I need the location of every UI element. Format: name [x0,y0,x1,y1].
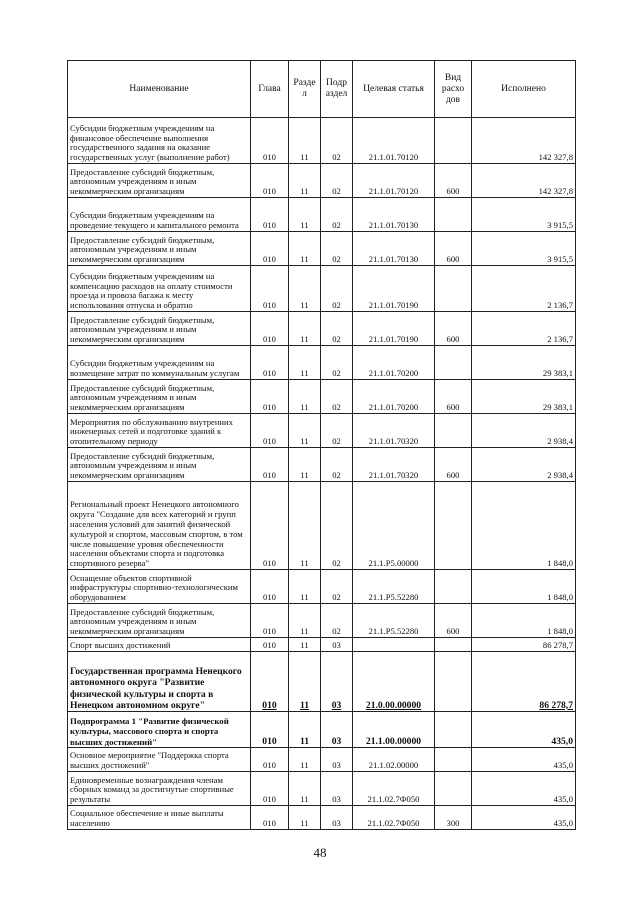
cell-section: 11 [289,482,321,570]
cell-chapter: 010 [251,164,289,198]
cell-subsection: 03 [321,772,353,806]
cell-name: Мероприятия по обслуживанию внутренних инженерных сетей и подготовке зданий к отопительному периоду [68,414,251,448]
cell-exp-type [435,748,472,772]
cell-executed: 29 383,1 [472,380,576,414]
cell-exp-type [435,414,472,448]
cell-subsection: 03 [321,638,353,652]
table-row [68,164,576,198]
cell-name: Предоставление субсидий бюджетным, автономным учреждениям и иным некоммерческим организациям [68,604,251,638]
cell-executed: 142 327,8 [472,118,576,164]
cell-name: Подпрограмма 1 "Развитие физической культуры, массового спорта и спорта высших достижений" [68,712,251,748]
table-row [68,312,576,346]
cell-chapter: 010 [251,118,289,164]
cell-exp-type [435,482,472,570]
cell-executed: 86 278,7 [472,638,576,652]
table-row [68,638,576,652]
cell-section: 11 [289,266,321,312]
page-number: 48 [313,845,327,860]
cell-name: Субсидии бюджетным учреждениям на проведение текущего и капитального ремонта [68,198,251,232]
cell-chapter: 010 [251,414,289,448]
cell-section: 11 [289,198,321,232]
cell-target: 21.1.P5.52280 [353,604,435,638]
table-row [68,346,576,380]
cell-section: 11 [289,712,321,748]
table-row [68,448,576,482]
cell-chapter: 010 [251,570,289,604]
cell-exp-type: 600 [435,380,472,414]
table-row [68,198,576,232]
cell-subsection: 02 [321,312,353,346]
cell-exp-type [435,638,472,652]
cell-exp-type: 600 [435,604,472,638]
cell-chapter: 010 [251,346,289,380]
cell-section: 11 [289,604,321,638]
cell-subsection: 02 [321,604,353,638]
cell-executed: 2 938,4 [472,414,576,448]
cell-target: 21.1.01.70120 [353,118,435,164]
cell-chapter: 010 [251,652,289,712]
cell-executed: 435,0 [472,806,576,830]
table-row [68,118,576,164]
cell-name: Единовременные вознаграждения членам сборных команд за достигнутые спортивные результаты [68,772,251,806]
cell-target: 21.1.02.00000 [353,748,435,772]
cell-exp-type: 300 [435,806,472,830]
cell-chapter: 010 [251,638,289,652]
table-row-program [68,652,576,712]
cell-subsection: 02 [321,380,353,414]
cell-name: Государственная программа Ненецкого автономного округа "Развитие физической культуры и спорта в Ненецком автономном округе" [68,652,251,712]
cell-subsection: 03 [321,712,353,748]
cell-target: 21.1.01.70130 [353,232,435,266]
cell-target: 21.1.01.70190 [353,312,435,346]
cell-executed: 2 938,4 [472,448,576,482]
cell-target: 21.1.02.7Ф050 [353,772,435,806]
table-row [68,570,576,604]
cell-chapter: 010 [251,448,289,482]
cell-section: 11 [289,638,321,652]
table-row [68,748,576,772]
cell-subsection: 02 [321,448,353,482]
cell-chapter: 010 [251,232,289,266]
cell-target: 21.1.01.70120 [353,164,435,198]
table-row [68,232,576,266]
cell-section: 11 [289,806,321,830]
table-row [68,266,576,312]
cell-executed: 1 848,0 [472,604,576,638]
cell-chapter: 010 [251,312,289,346]
cell-section: 11 [289,380,321,414]
cell-executed: 2 136,7 [472,266,576,312]
cell-target: 21.1.00.00000 [353,712,435,748]
cell-chapter: 010 [251,380,289,414]
cell-exp-type [435,712,472,748]
cell-executed: 142 327,8 [472,164,576,198]
header-name: Наименование [68,61,251,118]
cell-subsection: 02 [321,482,353,570]
budget-table [67,60,576,830]
cell-name: Оснащение объектов спортивной инфраструктуры спортивно-технологическим оборудованием [68,570,251,604]
cell-exp-type [435,652,472,712]
cell-section: 11 [289,232,321,266]
table-row [68,414,576,448]
cell-subsection: 02 [321,198,353,232]
cell-exp-type [435,570,472,604]
table-body [68,118,576,830]
cell-chapter: 010 [251,604,289,638]
cell-exp-type [435,118,472,164]
header-chapter: Глава [251,61,289,118]
cell-exp-type: 600 [435,232,472,266]
cell-subsection: 02 [321,346,353,380]
cell-chapter: 010 [251,198,289,232]
cell-name: Региональный проект Ненецкого автономного округа "Создание для всех категорий и групп населения условий для занятий физической культурой и спортом, массовым спортом, в том числе повышение уровня обеспеченности населения объектами спорта и подготовка спортивного резерва" [68,482,251,570]
cell-subsection: 02 [321,266,353,312]
cell-section: 11 [289,748,321,772]
cell-target: 21.1.01.70130 [353,198,435,232]
table-row [68,806,576,830]
cell-executed: 3 915,5 [472,198,576,232]
cell-chapter: 010 [251,712,289,748]
cell-executed: 2 136,7 [472,312,576,346]
cell-exp-type: 600 [435,312,472,346]
cell-name: Предоставление субсидий бюджетным, автономным учреждениям и иным некоммерческим организациям [68,164,251,198]
cell-chapter: 010 [251,482,289,570]
cell-section: 11 [289,164,321,198]
cell-name: Спорт высших достижений [68,638,251,652]
cell-chapter: 010 [251,748,289,772]
cell-subsection: 02 [321,570,353,604]
cell-exp-type [435,772,472,806]
cell-name: Предоставление субсидий бюджетным, автономным учреждениям и иным некоммерческим организациям [68,448,251,482]
cell-executed: 435,0 [472,712,576,748]
cell-target: 21.1.01.70320 [353,414,435,448]
header-section: Разде л [289,61,321,118]
cell-subsection: 03 [321,806,353,830]
cell-name: Основное мероприятие "Поддержка спорта высших достижений" [68,748,251,772]
cell-name: Субсидии бюджетным учреждениям на финансовое обеспечение выполнения государственного задания на оказание государственных услуг (выполнение работ) [68,118,251,164]
cell-executed: 29 383,1 [472,346,576,380]
cell-section: 11 [289,772,321,806]
cell-exp-type: 600 [435,164,472,198]
cell-subsection: 02 [321,118,353,164]
cell-target: 21.0.00.00000 [353,652,435,712]
cell-name: Предоставление субсидий бюджетным, автономным учреждениям и иным некоммерческим организациям [68,312,251,346]
cell-chapter: 010 [251,772,289,806]
cell-target: 21.1.01.70190 [353,266,435,312]
cell-exp-type [435,266,472,312]
cell-target [353,638,435,652]
cell-exp-type: 600 [435,448,472,482]
header-exp-type: Вид расхо дов [435,61,472,118]
cell-section: 11 [289,414,321,448]
table-row [68,772,576,806]
cell-exp-type [435,198,472,232]
cell-name: Предоставление субсидий бюджетным, автономным учреждениям и иным некоммерческим организациям [68,380,251,414]
cell-section: 11 [289,448,321,482]
cell-target: 21.1.01.70200 [353,380,435,414]
cell-target: 21.1.02.7Ф050 [353,806,435,830]
cell-subsection: 02 [321,414,353,448]
table-header-row [68,61,576,118]
table-row [68,604,576,638]
cell-subsection: 02 [321,164,353,198]
header-target: Целевая статья [353,61,435,118]
cell-section: 11 [289,118,321,164]
cell-name: Субсидии бюджетным учреждениям на компенсацию расходов на оплату стоимости проезда и провоза багажа к месту использования отпуска и обратно [68,266,251,312]
cell-section: 11 [289,570,321,604]
cell-section: 11 [289,652,321,712]
cell-executed: 435,0 [472,772,576,806]
table-row-subprogram [68,712,576,748]
cell-chapter: 010 [251,266,289,312]
cell-target: 21.1.01.70200 [353,346,435,380]
cell-subsection: 03 [321,652,353,712]
cell-executed: 86 278,7 [472,652,576,712]
cell-section: 11 [289,346,321,380]
cell-executed: 1 848,0 [472,570,576,604]
cell-subsection: 03 [321,748,353,772]
table-row [68,482,576,570]
cell-executed: 435,0 [472,748,576,772]
cell-name: Субсидии бюджетным учреждениям на возмещение затрат по коммунальным услугам [68,346,251,380]
header-subsection: Подр аздел [321,61,353,118]
table-row [68,380,576,414]
cell-target: 21.1.01.70320 [353,448,435,482]
cell-chapter: 010 [251,806,289,830]
cell-section: 11 [289,312,321,346]
cell-name: Социальное обеспечение и иные выплаты населению [68,806,251,830]
cell-name: Предоставление субсидий бюджетным, автономным учреждениям и иным некоммерческим организациям [68,232,251,266]
cell-executed: 1 848,0 [472,482,576,570]
cell-exp-type [435,346,472,380]
cell-target: 21.1.P5.52280 [353,570,435,604]
cell-target: 21.1.P5.00000 [353,482,435,570]
cell-subsection: 02 [321,232,353,266]
cell-executed: 3 915,5 [472,232,576,266]
header-executed: Исполнено [472,61,576,118]
